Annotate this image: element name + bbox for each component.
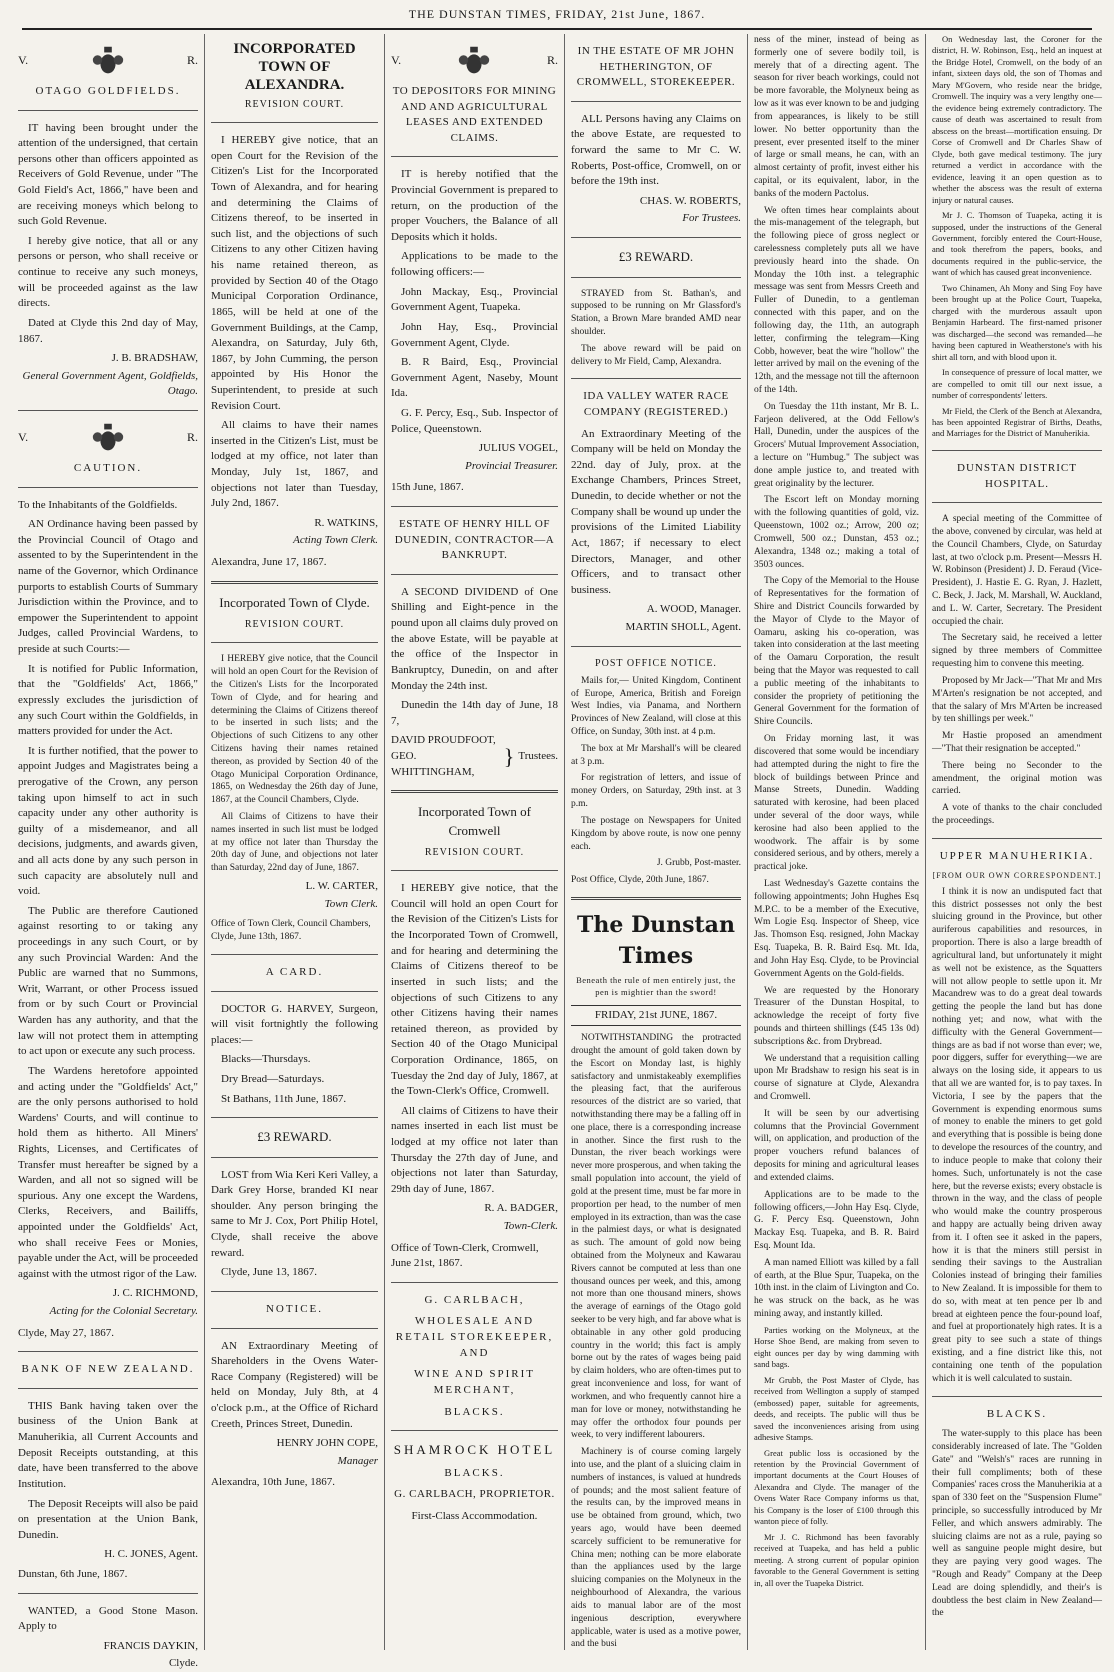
subheading: [FROM OUR OWN CORRESPONDENT.] — [932, 871, 1102, 881]
heading: A CARD. — [265, 965, 324, 978]
dateline: Office of Town Clerk, Council Chambers, Clyde, June 13th, 1867. — [211, 919, 371, 943]
signature: JULIUS VOGEL, — [478, 442, 558, 455]
paragraph: LOST from Wia Keri Keri Valley, a Dark Grey Horse, branded KI near shoulder. Any person bringing the same to Mr J. Cox, Port Philip Hotel, Clyde, shall receive the above reward. — [211, 1168, 378, 1259]
ad-line: BLACKS. — [444, 1405, 505, 1418]
paragraph: I HEREBY give notice, that the Council will hold an open Court for the Revision of the Citizen's Lists for the Incorporated Town of Clyde, and for hearing and determining the Claims of Citizens thereof to be inserted in such lists; and the Objections of such Citizens to any other Citizens having their names retained thereon, as provided by Section 40 of the Otago Municipal Corporation Ordinance, 1865, on Wednesday the 26th day of June, 1867, at the Council Chambers, Clyde. — [211, 654, 378, 806]
paragraph: John Mackay, Esq., Provincial Government Agent, Tuapeka. — [391, 285, 558, 314]
news-paragraph: The Secretary said, he received a letter signed by three members of Committee requesting him to convene this meeting. — [932, 633, 1102, 670]
paragraph: The above reward will be paid on delivery to Mr Field, Camp, Alexandra. — [571, 343, 741, 367]
news-paragraph: Applications are to be made to the following officers,—John Hay Esq. Clyde, G. F. Percy Esq. Queenstown, John Mackay Esq. Tuapeka, and B. R. Baird Esq. Mount Ida. — [754, 1189, 919, 1251]
news-paragraph: There being no Seconder to the amendment, the original motion was carried. — [932, 760, 1102, 797]
news-paragraph: Parties working on the Molyneux, at the Horse Shoe Bend, are making from seven to eight ounces per day by wing damming with sand bags. — [754, 1324, 919, 1370]
column-1 — [12, 34, 205, 1670]
news-paragraph: In consequence of pressure of local matter, we are compelled to omit till our next issue, a number of correspondents' letters. — [932, 367, 1102, 401]
dateline: Post Office, Clyde, 20th June, 1867. — [571, 875, 709, 886]
dateline: Alexandra, June 17, 1867. — [211, 556, 327, 569]
paragraph: DOCTOR G. HARVEY, Surgeon, will visit fortnightly the following places:— — [211, 1002, 378, 1046]
news-paragraph: A vote of thanks to the chair concluded the proceedings. — [932, 803, 1102, 827]
paragraph: ALL Persons having any Claims on the above Estate, are requested to forward the same to Mr C. W. Roberts, Post-office, Cromwell, on or before the 19th inst. — [571, 112, 741, 188]
news-paragraph: Two Chinamen, Ah Mony and Sing Foy have been brought up at the Police Court, Tuapeka, charged with the murderous assault upon Benjamin Harbeard. The first-named prisoner was discharged—the second was remanded—he having been captured in Weatherstone's with his shirt all torn, and with blood upon it. — [932, 282, 1102, 362]
heading: Incorporated Town of Clyde. — [219, 594, 370, 610]
royal-arms-icon — [89, 44, 127, 78]
column-6 — [926, 34, 1108, 1650]
paragraph: The Deposit Receipts will also be paid on presentation at the Union Bank, Dunedin. — [18, 1497, 198, 1541]
ad-line: G. CARLBACH, PROPRIETOR. — [394, 1488, 555, 1501]
dateline: Clyde. — [168, 1657, 198, 1670]
trustees-label: Trustees. — [518, 749, 558, 762]
paragraph: I HEREBY give notice, that the Council will hold an open Court for the Revision of the Citizen's Lists for the Incorporated Town of Cromwell, and for hearing and determining the Claims of Citizens thereof to be inserted in such lists; and the objections of such Citizens to any other Citizens having their names retained thereon, as provided by Section 40 of the Otago Municipal Corporation Ordinance, 1865, on Tuesday the 2nd day of July, 1867, at the Town-Clerk's Office, Cromwell. — [391, 882, 558, 1098]
heading: INCORPORATED TOWN OF ALEXANDRA. — [233, 41, 356, 93]
signature: FRANCIS DAYKIN, — [103, 1639, 198, 1652]
subheading: REVISION COURT. — [244, 619, 345, 631]
signature-title: For Trustees. — [682, 212, 741, 225]
royal-arms-icon — [89, 421, 127, 455]
heading: TO DEPOSITORS FOR MINING AND AND AGRICULTURAL LEASES AND EXTENDED CLAIMS. — [392, 85, 557, 144]
paragraph: The postage on Newspapers for United Kingdom by above route, is now one penny each. — [571, 815, 741, 852]
heading: BANK OF NEW ZEALAND. — [21, 1363, 195, 1376]
news-paragraph: We understand that a requisition calling upon Mr Bradshaw to resign his seat is in course of signature at Clyde, Alexandra and Cromwell. — [754, 1053, 919, 1102]
paragraph: Clyde, June 13, 1867. — [221, 1266, 317, 1279]
paragraph: STRAYED from St. Bathan's, and supposed to be running on Mr Glassford's Station, a Brown Mare branded AMD near shoulder. — [571, 288, 741, 337]
column-3 — [385, 34, 565, 1650]
paragraph: WANTED, a Good Stone Mason. Apply to — [18, 1604, 198, 1633]
news-paragraph: Mr Hastie proposed an amendment—"That their resignation be accepted." — [932, 731, 1102, 754]
signature: L. W. CARTER, — [305, 880, 378, 893]
heading: DUNSTAN DISTRICT HOSPITAL. — [957, 461, 1077, 490]
heading: UPPER MANUHERIKIA. — [939, 849, 1095, 862]
paragraph: Dunedin the 14th day of June, 18 7, — [391, 699, 558, 727]
subheading: REVISION COURT. — [424, 847, 525, 859]
news-paragraph: The Escort left on Monday morning with the following quantities of gold, viz. Queenstown, 1002 oz.; Arrow, 200 oz; Cromwell, 500 oz.; Dunstan, 453 oz.; Alexandra, 1348 oz.; making a total of 3503 ounces. — [754, 495, 919, 570]
paragraph: All Claims of Citizens to have their names inserted in such list must be lodged at my office not later than Thursday the 20th day of June, and objections not later than Saturday, 22nd day of June, 1867. — [211, 812, 378, 874]
paragraph: Mails for,— United Kingdom, Continent of Europe, America, British and Foreign West Indies, via Panama, and Northern Provinces of New Zealand, will close at this Office, on Sunday, 30th inst. at 4 p.m. — [571, 675, 741, 737]
heading: Incorporated Town of Cromwell — [418, 804, 531, 838]
signature: MARTIN SHOLL, Agent. — [625, 620, 741, 633]
crest-letter-r: R. — [186, 53, 198, 68]
royal-arms-icon — [455, 44, 493, 78]
signature: H. C. JONES, Agent. — [104, 1548, 198, 1561]
signature-title: Manager — [337, 1454, 378, 1467]
signature-title: Acting Town Clerk. — [293, 534, 378, 547]
heading: CAUTION. — [73, 461, 143, 474]
paragraph: A SECOND DIVIDEND of One Shilling and Eight-pence in the pound upon all claims duly proved on the above Estate, will be payable at the office of the Inspector in Bankruptcy, Dunedin, on and after Monday the 24th inst. — [391, 585, 558, 692]
paragraph: The Wardens heretofore appointed and acting under the "Goldfields' Act," are the only persons authorised to hold Wardens' Courts, and will continue to hold them as hitherto. All Miners' Rights, Licenses, and Certificates of Transfer must hereafter be signed by a Warden, and all not so signed will be spurious. Any one except the Wardens, Clerks, Receivers, and Bailiffs, appointed under the Goldfields' Act, who shall receive Fees or Monies, payable under the Act, will be proceeded against with the utmost rigor of the Law. — [18, 1064, 198, 1280]
paragraph: AN Extraordinary Meeting of Shareholders in the Ovens Water-Race Company (Registered) will be held on Monday, July 8th, at 4 o'clock p.m., at the Office of Richard Creeth, Princes Street, Dunedin. — [211, 1339, 378, 1430]
heading: G. CARLBACH, — [424, 1293, 525, 1306]
news-paragraph: Last Wednesday's Gazette contains the following appointments; John Hughes Esq M.P.C. to be a member of the Executive, Wm Logie Esq. Inspector of Sheep, vice Jas. Thomson Esq. resigned, John Mackay Esq. Tuapeka, B. R. Baird Esq. Mt. Ida, and John Hay Esq. Clyde, to be Provincial Government Agents on the Gold-fields. — [754, 879, 919, 979]
paragraph: For registration of letters, and issue of money Orders, on Saturday, 29th inst. at 3 p.m. — [571, 773, 741, 810]
news-paragraph: On Tuesday the 11th instant, Mr B. L. Farjeon delivered, at the Odd Fellow's Hall, Dunedin, under the auspices of the Grocers' Mutual Improvement Association, a lecture on "Humbug." The subject was done ample justice to, and treated with great originality by the lecturer. — [754, 401, 919, 489]
brace-icon: } — [503, 743, 515, 769]
news-paragraph: Mr J. C. Richmond has been favorably received at Tuapeka, and has held a public meeting. A strong current of popular opinion favorable to the General Government is setting in, all over the Tuapeka District. — [754, 1531, 919, 1588]
paragraph: An Extraordinary Meeting of the Company will be held on Monday the 22nd. day of July, prox. at the Exchange Chambers, Princes Street, Dunedin, to decide whether or not the Company shall be wound up under the provisions of the Limited Liability Act, 1867; if necessary to elect Directors, Manager, and other Officers, and to transact other business. — [571, 427, 741, 596]
royal-crest — [391, 44, 558, 78]
news-paragraph: The Copy of the Memorial to the House of Representatives for the formation of Shire and District Councils forwarded by the Mayor of Clyde to the Mayor of Oamaru, asking his co-operation, was taken into consideration at the last meeting of the Oamaru Corporation, the result being that the Mayor was requested to call a public meeting of the inhabitants to consider the propriety of petitioning the General Government for the formation of Shire Councils. — [754, 576, 919, 728]
news-paragraph: A special meeting of the Committee of the above, convened by circular, was held at the Council Chambers, Clyde, on Saturday last, at two o'clock p.m. Present—Messrs H. W. Robinson (President) J. D. Feraud (Vice-President), J. Hastie E. G. Ryan, J. Hazlett, C. Beck, J. Jack, M. Marshall, W. Auckland, and L. W. Carter, Secretary. The President occupied the chair. — [932, 514, 1102, 627]
signature-title: General Government Agent, Goldfields, Otago. — [22, 369, 198, 398]
dateline: Office of Town-Clerk, Cromwell, June 21st, 1867. — [391, 1241, 539, 1270]
heading: IDA VALLEY WATER RACE COMPANY (REGISTERED.) — [583, 390, 729, 419]
signature: R. WATKINS, — [314, 516, 378, 529]
ad-line: WINE AND SPIRIT MERCHANT, — [413, 1368, 536, 1396]
news-paragraph: Great public loss is occasioned by the retention by the Provincial Government of important documents at the Court Houses of Alexandra and Clyde. The manager of the Ovens Water Race Company informs us that, his Company is the loser of £100 through this wanton piece of folly. — [754, 1447, 919, 1527]
news-paragraph: ness of the miner, instead of being as formerly one of severe bodily toil, is merely that of a directing agent. The season for river beach workings, could not be more favorable, the Molyneux being as low as it was ever known to be and judging from appearances, is likely to be still lower. No better opportunity than the present, ever presented itself to the miner of large or small means, he can, with an almost certainty of profit, invest either his capital, or its equivalent, labor, in the banks of the modern Pactolus. — [754, 35, 919, 199]
signature-title: Town-Clerk. — [503, 1220, 558, 1233]
column-5 — [748, 34, 926, 1650]
paragraph: Blacks—Thursdays. — [221, 1053, 311, 1066]
paragraph: All claims to have their names inserted in the Citizen's List, must be lodged at my office, not later than Monday, July 1st, 1867, and objections not later than Tuesday, July 2nd, 1867. — [211, 419, 378, 510]
paragraph: All claims of Citizens to have their names inserted in each list must be lodged at my office not later than Thursday the 27th day of June, and objections not later than Saturday, 29th day of June, 1867. — [391, 1104, 558, 1195]
heading: BLACKS. — [986, 1407, 1048, 1420]
paragraph: AN Ordinance having been passed by the Provincial Council of Otago and assented to by the Superintendent in the name of the Governor, which Ordinance purports to establish Courts of Summary Jurisdiction within the Province, and to empower the Superintendent to appoint Judges, called Provincial Wardens, to preside at such Courts:— — [18, 518, 198, 656]
news-paragraph: A man named Elliott was killed by a fall of earth, at the Blue Spur, Tuapeka, on the 10th inst. in the claim of Livington and Co. he was struck on the back, as he was mining away, and instantly killed. — [754, 1257, 919, 1319]
signature-title: Provincial Treasurer. — [465, 459, 558, 472]
news-paragraph: Mr Field, the Clerk of the Bench at Alexandra, has been appointed Registrar of Births, Deaths, and Marriages for the District of Manuherikia. — [932, 405, 1102, 439]
crest-letter-v: V. — [391, 53, 402, 68]
news-paragraph: Proposed by Mr Jack—"That Mr and Mrs M'Arten's resignation be not accepted, and that the salary of Mrs M'Arten be increased by ten shillings per week." — [932, 675, 1102, 725]
news-paragraph: We are requested by the Honorary Treasurer of the Dunstan Hospital, to acknowledge the receipt of forty five pounds and thirteen shillings (£45 13s 0d) subscriptions &c. from Drybread. — [754, 985, 919, 1047]
dateline: Clyde, May 27, 1867. — [18, 1326, 114, 1339]
editorial-paragraph: NOTWITHSTANDING the protracted drought the amount of gold taken down by the Escort on Monday last, is highly satisfactory and unmistakeably exemplifies the pleasing fact, that the auriferous resources of the district are so varied, that notwithstanding there may be a falling off in one place, there is a corresponding increase in another. Since the first rush to the Dunstan, the river beach workings were never more prosperous, and when taking the small population into account, the yield of gold at the present time, must be far more in proportion per head, to the number of men employed in its extraction, than was the case in the palmiest days, or what is designated as such. The amount of gold now being obtained from the Molyneux and Kawarau Rivers cannot be computed at less than one thousand ounces per week, and this, among not more than one thousand miners, shows the average of earnings of the Otago gold seeker to be very high, and far above what is obtainable in any other gold producing country in the world; this fact is amply borne out by the rates of wages being paid by claim holders, who are often-times put to great inconvenience and loss, for want of workmen, and who frequently cannot hire a man for love or money, notwithstanding he may offer the orthodox four pounds per week, to very indifferent labourers. — [571, 1033, 741, 1441]
crest-letter-r: R. — [186, 430, 198, 445]
paragraph: IT having been brought under the attention of the undersigned, that certain persons other than officers appointed as Receivers of Gold Revenue, under "The Gold Field's Act, 1866," have been and are receiving moneys which belong to such Gold Revenue. — [18, 121, 198, 228]
paragraph: The Public are therefore Cautioned against resorting to or taking any proceedings in any such Court, or by any such Provincial Warden: And the Public are warned that no Summons, Writ, Warrant, or other Process issued from or by such Court or Provincial Warden has any authority, and that the law will not protect them in attempting to act upon or execute any such process. — [18, 904, 198, 1058]
news-paragraph: The water-supply to this place has been considerably increased of late. The "Golden Gate" and "Welsh's" races are running in their full compliments; both of these Companies' races cross the Manuherikia at a span of 330 feet on the "Suspension Flume" principle, so successfully introduced by Mr Feller, and which answers admirably. The sluicing claims are not as a rule, paying so well as sanguine people might desire, but they are paying very good wages. The "Rough and Ready" Company at the Deep Lead are doing splendidly, and their's is doubtless the best claim in New Zealand—the — [932, 1429, 1102, 1619]
paragraph: I hereby give notice, that all or any persons or person, who shall receive or continue to receive any such moneys, will be proceeded against as the law directs. — [18, 234, 198, 310]
heading: OTAGO GOLDFIELDS. — [35, 85, 181, 97]
subheading: REVISION COURT. — [244, 99, 345, 110]
paragraph: G. F. Percy, Esq., Sub. Inspector of Police, Queenstown. — [391, 406, 558, 435]
news-paragraph: On Friday morning last, it was discovered that some would be incendiary had attempted during the night to fire the block of buildings between Prince and Manse Streets, Dunedin. Wadding saturated with kerosine, had been placed under several of the door ways, while kerosine had also been applied to the woodwork. The affair is by some considered serious, and by others, merely a practical joke. — [754, 734, 919, 873]
news-paragraph: I think it is now an undisputed fact that this district possesses not only the best sluicing ground in the Province, but other auriferous capabilities and resources, in proportion. There is also a large breadth of agricultural land, but unfortunately it might as well not be existence, as the Squatters will not allow people to settle upon it. Mr Macandrew was to do a great deal towards getting the people the land but has done nothing yet; and now, what with the difficulty with the General Government—things are as bad if not worse than ever; we, poor diggers, suffer for everything—we are always on the losing side, it appears to us that all we are wanted for, is to pay taxes. In Victoria, I see by the papers that the Government is expending enormous sums of money to enable the miners to get gold and everything that is possible is being done to develope the resources of the country, and to induce people to make that colony their homes. Such, unfortunately is not the case here, but the reverse exists; every obstacle is thrown in the way, and the class of people who would make the country prosperous and happy are actually being driven away from it. I often see it asked in the papers, how it is that the miners still persist in sending their savings to the Australian Colonies instead of bringing their families to New Zealand. It is impossible for them to do so, with meat at ten pence per lb and bread at eighteen pence the four-pound loaf, and fuel at proportionately high rates. It is a great pity to see such a state of things existing, and a fine district like this, not containing one tenth of the population which it is well calculated to sustain. — [932, 886, 1102, 1384]
paragraph: To the Inhabitants of the Goldfields. — [18, 498, 178, 511]
royal-crest — [18, 421, 198, 455]
ad-line: WHOLESALE AND RETAIL STOREKEEPER, AND — [395, 1315, 554, 1359]
signature-title: Acting for the Colonial Secretary. — [49, 1305, 198, 1318]
signature: J. C. RICHMOND, — [112, 1287, 198, 1300]
ad-line: First-Class Accommodation. — [411, 1509, 538, 1522]
paragraph: The box at Mr Marshall's will be cleared at 3 p.m. — [571, 743, 741, 767]
trustees-block — [391, 733, 558, 780]
dateline: Dunstan, 6th June, 1867. — [18, 1567, 128, 1580]
news-paragraph: We often times hear complaints about the mis-management of the telegraph, but the following piece of gross neglect or carelessness completely puts all we have previously heard into the shade. On Monday the 10th inst. a telegraphic message was sent from Messrs Creeth and Fuller of Dunedin, to a gentleman connected with this paper, and on the following day, the 11th, an autograph letter, confirming the telegram—King Cobb, however, beat the wire "hollow" the letter arrived by mail on the evening of the 12th, and the message not till the afternoon of the 14th. — [754, 205, 919, 395]
trustee-name: GEO. WHITTINGHAM, — [391, 749, 475, 778]
paragraph: Dry Bread—Saturdays. — [221, 1072, 325, 1085]
dateline: 15th June, 1867. — [391, 481, 464, 494]
crest-letter-v: V. — [18, 53, 29, 68]
heading: SHAMROCK HOTEL — [393, 1442, 556, 1458]
news-paragraph: Mr J. C. Thomson of Tuapeka, acting it is supposed, under the instructions of the General Government, forcibly entered the Court-House, and took therefrom the papers, books, and documents required in the public-service, the want of which has caused great inconvenience. — [932, 210, 1102, 278]
editorial-paragraph: Machinery is of course coming largely into use, and the plant of a sluicing claim in numbers of instances, is valued at hundreds of pounds; and the most salient feature of the results can, by the improved means in use be obtained from ground, which, two years ago, would have been deemed scarcely sufficient to be remunerative for China men; nothing can be more elaborate than the appliances used by the large sluicing companies on the Molyneux in the neighbourhood of Alexandra, the various aids to manual labor are of the most ingenious description, everywhere applicable, water is used as a motive power, and the busi — [571, 1447, 741, 1650]
royal-crest — [18, 44, 198, 78]
trustee-name: DAVID PROUDFOOT, — [391, 734, 496, 747]
column-4 — [565, 34, 748, 1650]
paragraph: Applications to be made to the following officers:— — [391, 250, 558, 279]
signature: A. WOOD, Manager. — [646, 603, 741, 616]
news-paragraph: Mr Grubb, the Post Master of Clyde, has received from Wellington a supply of stamped (embossed) paper, suitable for agreements, deeds, and receipts. The public will thus be saved the inconveniences arising from using adhesive Stamps. — [754, 1374, 919, 1443]
heading: ESTATE OF HENRY HILL OF DUNEDIN, CONTRACTOR—A BANKRUPT. — [394, 518, 555, 562]
paragraph: B. R Baird, Esq., Provincial Government Agent, Naseby, Mount Ida. — [391, 356, 558, 400]
newspaper-motto: Beneath the rule of men entirely just, the pen is mightier than the sword! — [576, 975, 736, 998]
paragraph: IT is hereby notified that the Provincial Government is prepared to return, on the production of the proper Vouchers, the Balance of all Deposits which it holds. — [391, 168, 558, 243]
signature: HENRY JOHN COPE, — [276, 1437, 378, 1450]
news-paragraph: On Wednesday last, the Coroner for the district, H. W. Robinson, Esq., held an inquest at the Bridge Hotel, Cromwell, on the body of an infant, sixteen days old, the son of Thomas and Mary M'Govern, who reside near the bridge, Cromwell. The inquiry was a very lengthy one—the evidence being extremely contradictory. The cause of death was ascertained to result from abscess on the breast—mortification ensuing. Dr Corse of Cromwell and Dr Charles Shaw of Clyde, both gave medical testimony. The jury returned a verdict in accordance with the evidence, leaving it an open question as to whether the abscess was the result of externa injury or natural causes. — [932, 34, 1102, 205]
news-paragraph: It will be seen by our advertising columns that the Provincial Government will, on application, and production of the proper vouchers refund balances of deposits for mining and agricultural leases and extended claims. — [754, 1108, 919, 1183]
dateline: Alexandra, 10th June, 1867. — [211, 1476, 336, 1489]
paragraph: St Bathans, 11th June, 1867. — [221, 1092, 347, 1105]
paragraph: It is notified for Public Information, that the "Goldfields' Act, 1866," expressly excludes the jurisdiction of any such Court within the Goldfields, in matters provided for under the Act. — [18, 662, 198, 738]
signature: J. B. BRADSHAW, — [111, 352, 198, 365]
issue-date: FRIDAY, 21st JUNE, 1867. — [571, 1005, 741, 1027]
signature: R. A. BADGER, — [484, 1202, 558, 1215]
signature-title: Town Clerk. — [324, 897, 378, 910]
masthead: THE DUNSTAN TIMES, FRIDAY, 21st June, 1867. — [22, 6, 1092, 30]
crest-letter-v: V. — [18, 430, 29, 445]
heading: IN THE ESTATE OF MR JOHN HETHERINGTON, OF CROMWELL, STOREKEEPER. — [576, 45, 736, 89]
heading: NOTICE. — [265, 1302, 324, 1315]
newspaper-title: The Dunstan Times — [577, 911, 735, 970]
signature: CHAS. W. ROBERTS, — [639, 194, 741, 207]
crest-letter-r: R. — [546, 53, 558, 68]
column-2 — [205, 34, 385, 1650]
heading: £3 REWARD. — [257, 1129, 332, 1145]
ad-line: BLACKS. — [444, 1466, 505, 1479]
heading: POST OFFICE NOTICE. — [595, 657, 717, 669]
heading: £3 REWARD. — [618, 249, 694, 265]
paragraph: THIS Bank having taken over the business of the Union Bank at Manuherikia, all Current Accounts and Deposit Receipts outstanding, at this date, have been transferred to the above Institution. — [18, 1399, 198, 1490]
paragraph: Dated at Clyde this 2nd day of May, 1867. — [18, 316, 198, 345]
paragraph: I HEREBY give notice, that an open Court for the Revision of the Citizen's List for the Incorporated Town of Alexandra, and for hearing and determining the Claims of Citizens thereof, to be inserted in such list, and the objections of such Citizens to any other Citizen having his name retained thereon, as provided by Section 40 of the Otago Municipal Corporation Ordinance, 1865, will be held at one of the Government Buildings, at the Camp, Alexandra, on Saturday, July 6th, 1867, by John Cumming, the person appointed by His Honor the Superintendent, to preside at such Revision Court. — [211, 134, 378, 412]
paragraph: John Hay, Esq., Provincial Government Agent, Clyde. — [391, 320, 558, 349]
paragraph: It is further notified, that the power to appoint Judges and Magistrates being a prerogative of the Crown, any person taking upon himself to act in such capacity under any other authority is guilty of a misdemeanor, and all decisions, judgments, and awards given, and all acts done by any such person in such capacity are absolutely null and void. — [18, 744, 198, 898]
signature: J. Grubb, Post-master. — [656, 858, 741, 869]
